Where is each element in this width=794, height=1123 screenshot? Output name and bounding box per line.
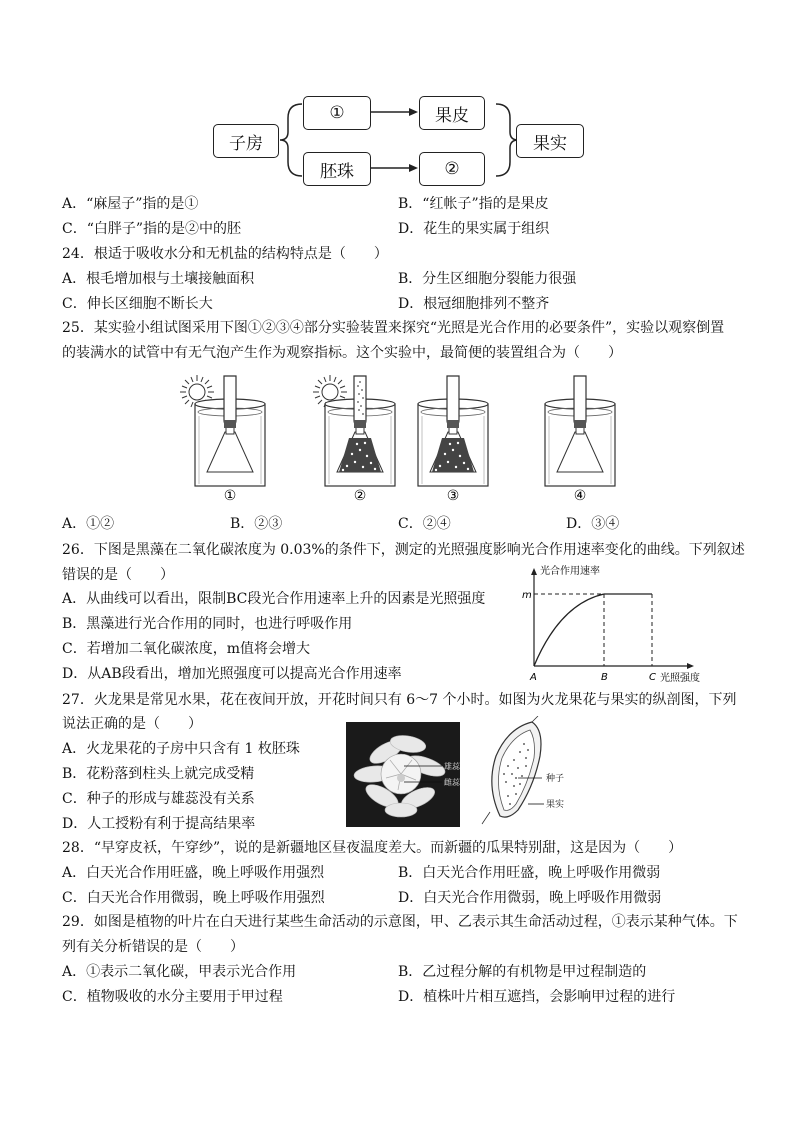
dragon-fruit-flower-photo	[346, 722, 460, 827]
x-axis-arrow	[687, 663, 694, 669]
q26-stem-line2: 错误的是（ ）	[62, 567, 174, 583]
label-stamen: 雄蕊	[444, 762, 460, 771]
q27-option-d: D．人工授粉有利于提高结果率	[62, 816, 256, 832]
blank-1-box: ①	[303, 96, 371, 130]
q25-option-d: D．③④	[566, 516, 620, 532]
experiment-apparatus-figure	[175, 370, 645, 508]
y-axis-arrow	[531, 568, 537, 575]
apparatus-label-2: ②	[353, 488, 367, 504]
q26-option-b: B．黑藻进行光合作用的同时，也进行呼吸作用	[62, 616, 353, 632]
label-pistil: 雌蕊	[444, 778, 460, 787]
q25-option-a: A．①②	[62, 516, 115, 532]
q28-option-c: C．白天光合作用微弱，晚上呼吸作用强烈	[62, 890, 325, 906]
q25-stem-line2: 的装满水的试管中有无气泡产生作为观察指标。这个实验中，最简便的装置组合为（ ）	[62, 345, 622, 361]
peel-box: 果皮	[419, 96, 485, 130]
ovary-box: 子房	[213, 124, 279, 158]
apparatus-4	[545, 376, 615, 486]
blank-2-box: ②	[419, 152, 485, 186]
q27-option-a: A．火龙果花的子房中只含有 1 枚胚珠	[62, 741, 300, 757]
q24-option-a: A．根毛增加根与土壤接触面积	[62, 271, 255, 287]
q28-stem: 28．“早穿皮袄，午穿纱”，说的是新疆地区昼夜温度差大。而新疆的瓜果特别甜，这是因为（ ）	[62, 840, 683, 856]
tick-m: m	[522, 590, 532, 601]
q27-option-b: B．花粉落到柱头上就完成受精	[62, 766, 255, 782]
apparatus-1	[180, 375, 265, 486]
q23-option-d: D．花生的果实属于组织	[398, 221, 550, 237]
tick-a: A	[530, 672, 537, 683]
q28-option-a: A．白天光合作用旺盛，晚上呼吸作用强烈	[62, 865, 325, 881]
q27-stem-line1: 27．火龙果是常见水果，花在夜间开放，开花时间只有 6～7 个小时。如图为火龙果花与果实的纵剖图，下列	[62, 692, 737, 708]
q29-stem-line2: 列有关分析错误的是（ ）	[62, 939, 244, 955]
apparatus-2	[313, 375, 395, 486]
q24-option-c: C．伸长区细胞不断长大	[62, 296, 213, 312]
q24-option-b: B．分生区细胞分裂能力很强	[398, 271, 577, 287]
apparatus-3	[418, 376, 488, 486]
apparatus-label-1: ①	[223, 488, 237, 504]
label-seed: 种子	[546, 774, 565, 784]
q25-option-c: C．②④	[398, 516, 451, 532]
apparatus-label-3: ③	[446, 488, 460, 504]
q29-option-d: D．植株叶片相互遮挡，会影响甲过程的进行	[398, 989, 676, 1005]
q27-stem-line2: 说法正确的是（ ）	[62, 716, 202, 732]
rate-curve-rising	[534, 594, 604, 666]
q24-stem: 24．根适于吸收水分和无机盐的结构特点是（ ）	[62, 246, 388, 262]
tick-b: B	[601, 672, 608, 683]
label-fruit: 果实	[546, 800, 565, 810]
y-axis-label: 光合作用速率	[540, 566, 600, 577]
x-axis-label: 光照强度	[660, 673, 700, 684]
q23-option-a: A．“麻屋子”指的是①	[62, 196, 199, 212]
apparatus-label-4: ④	[573, 488, 587, 504]
q25-stem-line1: 25．某实验小组试图采用下图①②③④部分实验装置来探究“光照是光合作用的必要条件”，实验以观察倒置	[62, 320, 725, 336]
q29-option-c: C．植物吸收的水分主要用于甲过程	[62, 989, 283, 1005]
q24-option-d: D．根冠细胞排列不整齐	[398, 296, 550, 312]
q23-option-b: B．“红帐子”指的是果皮	[398, 196, 549, 212]
fruit-box: 果实	[516, 124, 584, 158]
q27-option-c: C．种子的形成与雄蕊没有关系	[62, 791, 255, 807]
q25-option-b: B．②③	[230, 516, 283, 532]
q28-option-d: D．白天光合作用微弱，晚上呼吸作用微弱	[398, 890, 662, 906]
q29-option-a: A．①表示二氧化碳，甲表示光合作用	[62, 964, 297, 980]
q26-option-a: A．从曲线可以看出，限制BC段光合作用速率上升的因素是光照强度	[62, 591, 486, 607]
photosynthesis-rate-chart	[512, 562, 712, 684]
q28-option-b: B．白天光合作用旺盛，晚上呼吸作用微弱	[398, 865, 661, 881]
ovule-box: 胚珠	[303, 152, 371, 186]
q29-option-b: B．乙过程分解的有机物是甲过程制造的	[398, 964, 647, 980]
q26-option-d: D．从AB段看出，增加光照强度可以提高光合作用速率	[62, 666, 402, 682]
dragon-fruit-section-drawing	[478, 716, 588, 832]
q26-stem-line1: 26．下图是黑藻在二氧化碳浓度为 0.03%的条件下，测定的光照强度影响光合作用速率变化的曲线。下列叙述	[62, 542, 745, 558]
q29-stem-line1: 29．如图是植物的叶片在白天进行某些生命活动的示意图，甲、乙表示其生命活动过程，①表示某种气体。下	[62, 914, 738, 930]
q26-option-c: C．若增加二氧化碳浓度，m值将会增大	[62, 641, 310, 657]
tick-c: C	[649, 672, 656, 683]
q23-option-c: C．“白胖子”指的是②中的胚	[62, 221, 242, 237]
